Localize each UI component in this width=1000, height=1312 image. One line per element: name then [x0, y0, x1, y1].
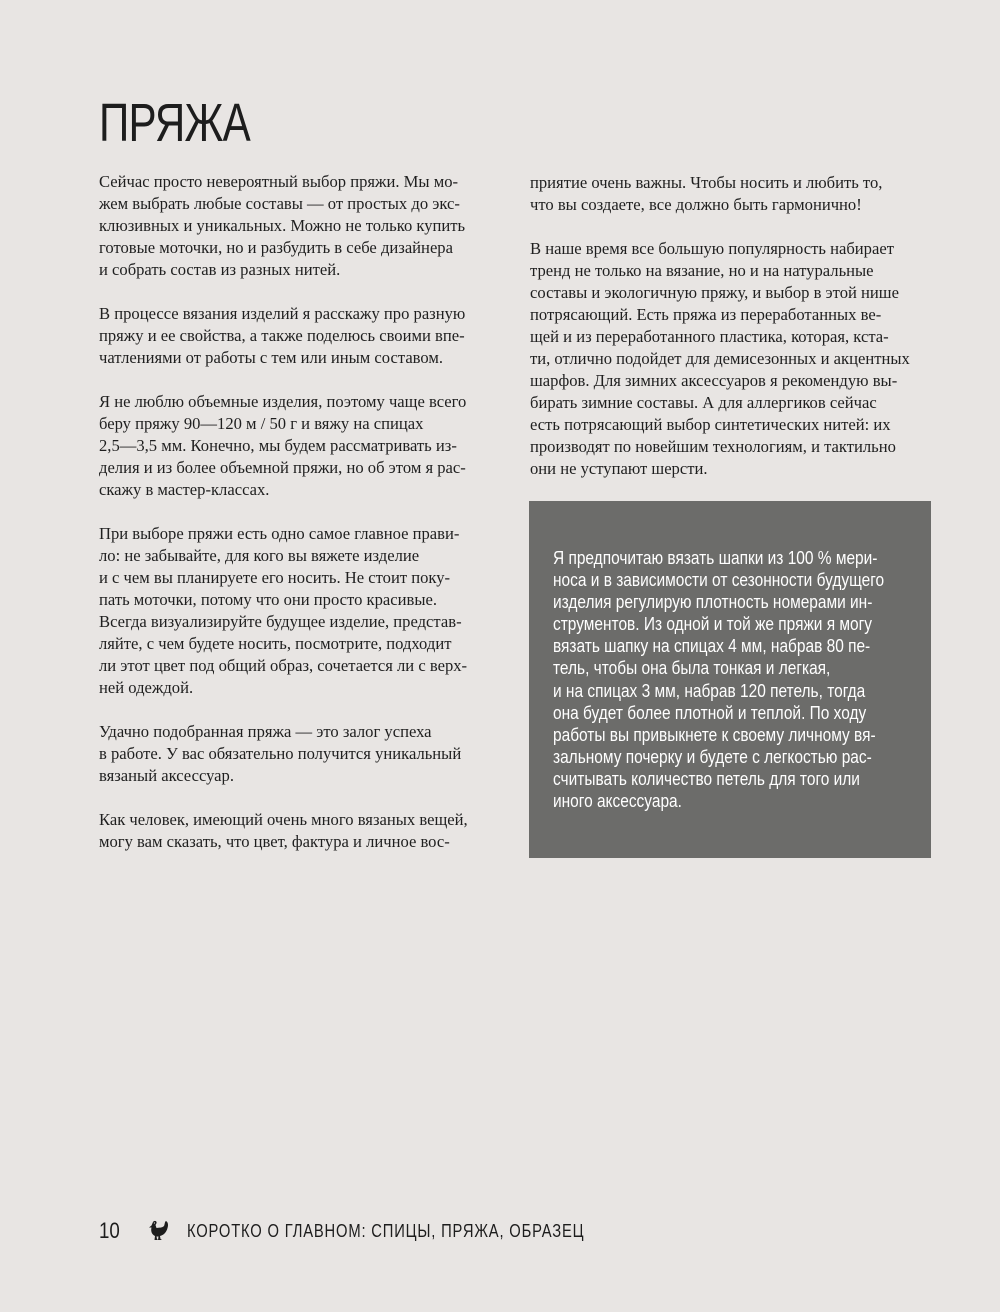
callout-text — [553, 547, 910, 812]
paragraph — [530, 172, 934, 216]
callout-line: зальному почерку и будете с легкостью рас- — [553, 746, 872, 767]
text-line: чатлениями от работы с тем или иным составом. — [99, 348, 444, 367]
text-line: Как человек, имеющий очень много вязаных вещей, — [99, 810, 468, 829]
text-line: пать моточки, потому что они просто красивые. — [99, 590, 437, 609]
text-line: ти, отлично подойдет для демисезонных и акцентных — [530, 349, 910, 368]
text-line: скажу в мастер-классах. — [99, 480, 270, 499]
page-title: ПРЯЖА — [99, 93, 250, 153]
text-line: что вы создаете, все должно быть гармонично! — [530, 195, 862, 214]
text-line: беру пряжу 90—120 м / 50 г и вяжу на спицах — [99, 414, 424, 433]
text-line: клюзивных и уникальных. Можно не только купить — [99, 216, 466, 235]
callout-line: Я предпочитаю вязать шапки из 100 % мери- — [553, 548, 878, 568]
paragraph — [99, 171, 503, 281]
text-line: в работе. У вас обязательно получится уникальный — [99, 744, 462, 763]
text-line: жем выбрать любые составы — от простых до экс- — [99, 194, 460, 213]
callout-line: считывать количество петель для того или — [553, 768, 860, 789]
text-line: При выборе пряжи есть одно самое главное прави- — [99, 524, 460, 543]
text-line: тренд не только на вязание, но и на натуральные — [530, 261, 874, 280]
text-line: Удачно подобранная пряжа — это залог успеха — [99, 722, 432, 741]
text-line: В процессе вязания изделий я расскажу про разную — [99, 304, 466, 323]
text-line: составы и экологичную пряжу, и выбор в этой нише — [530, 283, 899, 302]
text-line: бирать зимние составы. А для аллергиков сейчас — [530, 393, 877, 412]
callout-line: работы вы привыкнете к своему личному вя- — [553, 724, 876, 745]
callout-box — [529, 501, 931, 858]
text-line: производят по новейшим технологиям, и тактильно — [530, 437, 896, 456]
text-line: Я не люблю объемные изделия, поэтому чаще всего — [99, 392, 467, 411]
paragraph — [99, 809, 503, 853]
text-line: В наше время все большую популярность набирает — [530, 239, 894, 258]
left-column — [99, 171, 503, 875]
callout-line: струментов. Из одной и той же пряжи я могу — [553, 614, 873, 635]
hen-icon — [147, 1219, 169, 1243]
text-line: готовые моточки, но и разбудить в себе дизайнера — [99, 238, 453, 257]
text-line: шарфов. Для зимних аксессуаров я рекомендую вы- — [530, 371, 898, 390]
page-number: 10 — [99, 1218, 120, 1243]
paragraph — [99, 523, 503, 699]
callout-line: тель, чтобы она была тонкая и легкая, — [553, 658, 831, 679]
text-line: щей и из переработанного пластика, которая, кста- — [530, 327, 889, 346]
paragraph — [99, 303, 503, 369]
text-line: делия и из более объемной пряжи, но об этом я рас- — [99, 458, 466, 477]
paragraph — [99, 721, 503, 787]
paragraph — [99, 391, 503, 501]
callout-line: иного аксессуара. — [553, 791, 682, 812]
callout-line: вязать шапку на спицах 4 мм, набрав 80 пе- — [553, 636, 871, 657]
callout-line: и на спицах 3 мм, набрав 120 петель, тогда — [553, 680, 866, 701]
text-line: ляйте, с чем будете носить, посмотрите, подходит — [99, 634, 452, 653]
page-footer — [99, 1216, 672, 1246]
text-line: ней одеждой. — [99, 678, 194, 697]
text-line: приятие очень важны. Чтобы носить и любить то, — [530, 173, 883, 192]
callout-line: она будет более плотной и теплой. По ходу — [553, 702, 867, 723]
callout-line: носа и в зависимости от сезонности будущего — [553, 570, 885, 591]
text-line: 2,5—3,5 мм. Конечно, мы будем рассматривать из- — [99, 436, 457, 455]
text-line: ли этот цвет под общий образ, сочетается ли с верх- — [99, 656, 468, 675]
text-line: Всегда визуализируйте будущее изделие, представ- — [99, 612, 462, 631]
text-line: и с чем вы планируете его носить. Не стоит поку- — [99, 568, 451, 587]
paragraph — [530, 238, 934, 480]
right-column — [530, 172, 934, 502]
chapter-title: КОРОТКО О ГЛАВНОМ: СПИЦЫ, ПРЯЖА, ОБРАЗЕЦ — [187, 1220, 585, 1241]
text-line: и собрать состав из разных нитей. — [99, 260, 341, 279]
text-line: Сейчас просто невероятный выбор пряжи. Мы мо- — [99, 172, 459, 191]
text-line: вязаный аксессуар. — [99, 766, 234, 785]
text-line: они не уступают шерсти. — [530, 459, 708, 478]
text-line: есть потрясающий выбор синтетических нитей: их — [530, 415, 891, 434]
text-line: ло: не забывайте, для кого вы вяжете изделие — [99, 546, 420, 565]
callout-line: изделия регулирую плотность номерами ин- — [553, 592, 873, 613]
text-line: могу вам сказать, что цвет, фактура и личное вос- — [99, 832, 450, 851]
text-line: пряжу и ее свойства, а также поделюсь своими впе- — [99, 326, 465, 345]
text-line: потрясающий. Есть пряжа из переработанных ве- — [530, 305, 882, 324]
